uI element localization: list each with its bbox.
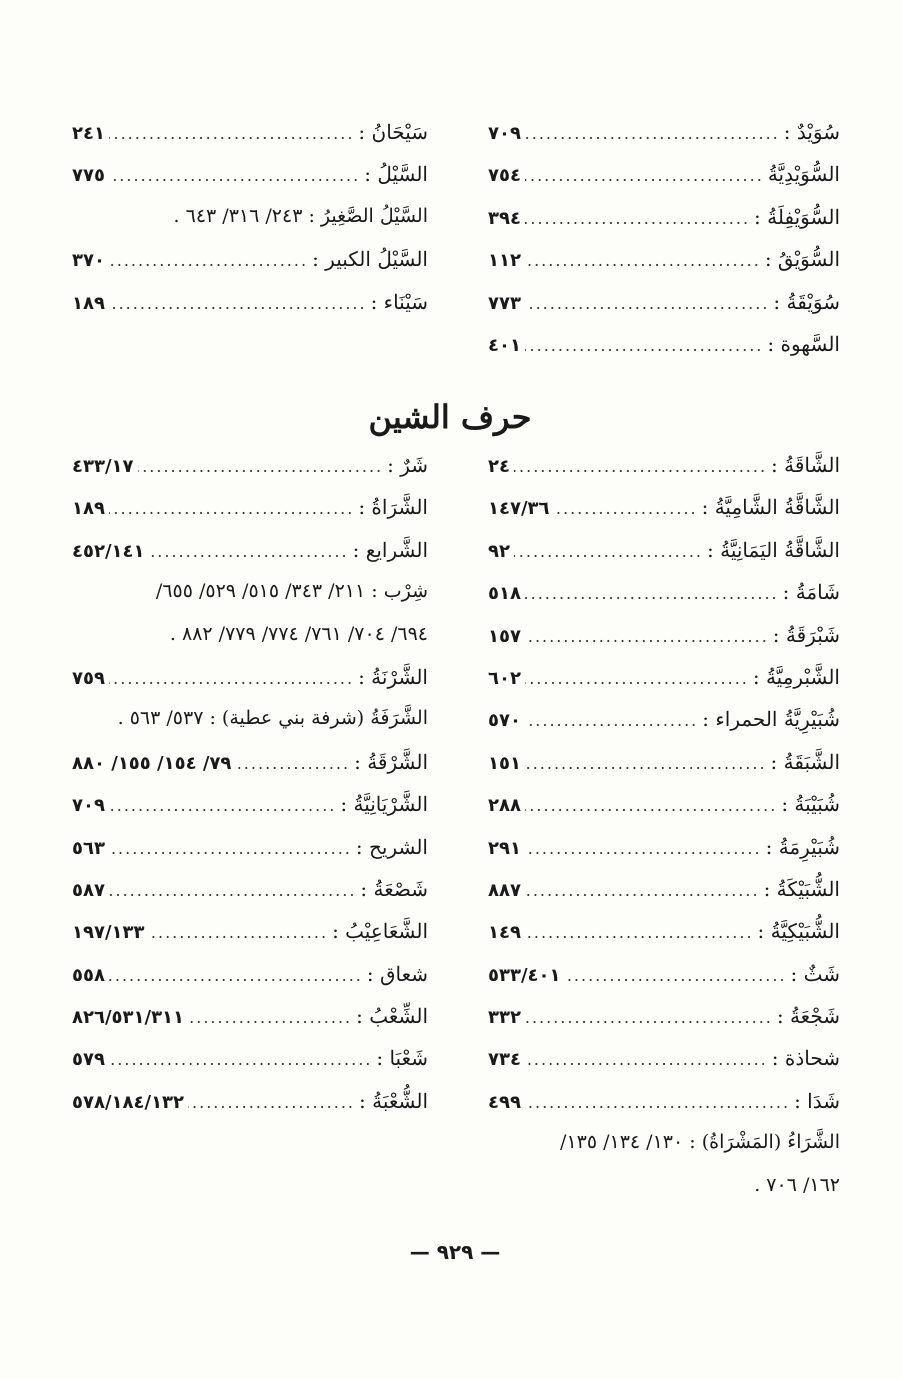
entry-name: السَّهوة :: [767, 331, 840, 356]
page-reference: ١٤٩: [488, 922, 521, 944]
entry-name: الشَّاقَّةُ الشَّامِيَّةُ :: [701, 495, 840, 520]
page-reference: ٥٧٨/١٨٤/١٣٢: [72, 1091, 185, 1113]
page-reference: ٢٤: [488, 456, 510, 477]
entry-name: سَيْنَاء :: [370, 289, 428, 314]
entry-name: الشُّبَيْكَةُ :: [763, 876, 840, 901]
entry-name: الشُّعْبَةُ :: [359, 1088, 428, 1113]
entry-name: شَجْعَةُ :: [776, 1004, 840, 1029]
entry-name: ١٦٢/ ٧٠٦ .: [754, 1173, 840, 1196]
leader-dots: [525, 124, 780, 143]
index-entry: [488, 162, 840, 204]
leader-dots: [109, 251, 308, 270]
page-reference: ٥٣٣/٤٠١: [488, 964, 561, 986]
leader-dots: [109, 124, 354, 143]
index-column-bottom-right: [488, 453, 840, 1216]
page-reference: ٣٩٤: [488, 207, 521, 229]
entry-name: شِرْب : ٢١١/ ٣٤٣/ ٥١٥/ ٥٢٩/ ٦٥٥/: [155, 580, 428, 603]
index-entry: [488, 623, 840, 665]
entry-name: شَرٌ :: [387, 453, 428, 477]
leader-dots: [138, 457, 384, 476]
index-entry: [72, 538, 428, 580]
index-entry: [488, 877, 840, 919]
leader-dots: [525, 1093, 790, 1112]
entry-name: الشَّرَاءُ (المَشْرَاةُ) : ١٣٠/ ١٣٤/ ١٣٥/: [560, 1131, 840, 1154]
section-heading: حرف الشين: [368, 398, 532, 436]
leader-dots: [525, 166, 764, 185]
leader-dots: [525, 669, 749, 688]
entry-name: الشَّاقَةُ :: [771, 453, 840, 477]
page-reference: ٣٣٢: [488, 1007, 521, 1029]
index-entry: [72, 665, 428, 707]
index-entry: [72, 792, 428, 834]
leader-dots: [525, 627, 769, 646]
index-entry: [72, 750, 428, 792]
leader-dots: [109, 1050, 372, 1069]
index-entry: [488, 580, 840, 622]
index-entry: [488, 962, 840, 1004]
entry-name: شُبَيْبَةُ :: [781, 792, 840, 817]
index-entry: [488, 247, 840, 289]
page-reference: ١٩٧/١٣٣: [72, 922, 145, 944]
leader-dots: [514, 542, 703, 561]
index-entry: [72, 247, 428, 289]
index-column-bottom-left: [72, 453, 428, 1131]
index-entry: [72, 290, 428, 332]
page-reference: ٥١٨: [488, 583, 521, 605]
page-reference: ١٨٩: [72, 498, 105, 520]
index-entry: [488, 205, 840, 247]
leader-dots: [235, 754, 350, 773]
index-entry: [72, 835, 428, 877]
index-entry: [488, 290, 840, 332]
leader-dots: [525, 1008, 773, 1027]
page-reference: ٢٨٨: [488, 795, 521, 817]
page-reference: ١١٢: [488, 250, 521, 272]
entry-name: الشَّبَقَةُ :: [770, 749, 840, 774]
index-entry: [72, 623, 428, 665]
page-reference: ٧٥٩: [72, 667, 105, 689]
leader-dots: [525, 584, 779, 603]
entry-name: سُوَيْدٌ :: [783, 120, 840, 144]
entry-name: السَّيْلُ :: [364, 162, 428, 187]
page-reference: ٢٩١: [488, 837, 521, 859]
entry-name: السَّيْلُ الكبير :: [312, 247, 428, 272]
entry-name: السُّوَيْفِلَةُ :: [754, 204, 840, 229]
page-number: — ٩٢٩ —: [409, 1240, 501, 1264]
index-entry: [72, 877, 428, 919]
entry-name: شَعْبَا :: [376, 1046, 428, 1071]
entry-name: الشَّرَاةُ :: [358, 495, 428, 520]
entry-name: شُبَيْرِيَّةُ الحمراء :: [702, 707, 840, 732]
leader-dots: [109, 669, 354, 688]
index-entry: [72, 205, 428, 247]
leader-dots: [525, 923, 754, 942]
index-entry: [488, 332, 840, 374]
index-entry: [488, 1046, 840, 1088]
entry-name: الشَّبْرمِيَّةُ :: [752, 664, 840, 689]
leader-dots: [149, 923, 329, 942]
page-reference: ٧٧٣: [488, 292, 521, 314]
index-entry: [488, 665, 840, 707]
page-reference: ٥٥٨: [72, 964, 105, 986]
page-reference: ٥٧٠: [488, 710, 521, 732]
entry-name: السُّوَيْقُ :: [764, 247, 840, 272]
index-entry: [72, 453, 428, 495]
entry-name: الشَّرْقَةُ :: [354, 749, 428, 774]
page-reference: ٩٢: [488, 540, 510, 562]
page-reference: ٤٣٣/١٧: [72, 456, 134, 477]
page-reference: ٣٧٠: [72, 250, 105, 272]
leader-dots: [109, 294, 367, 313]
entry-name: شُبَيْرِمَةُ :: [765, 834, 840, 859]
leader-dots: [525, 754, 767, 773]
entry-name: الشِّعْبُ :: [356, 1004, 428, 1029]
index-entry: [72, 1089, 428, 1131]
index-entry: [72, 1004, 428, 1046]
leader-dots: [565, 966, 787, 985]
entry-name: شحاذة :: [771, 1046, 840, 1071]
index-entry: [488, 120, 840, 162]
entry-name: ٦٩٤/ ٧٠٤/ ٧٦١/ ٧٧٤/ ٧٧٩/ ٨٨٢ .: [169, 622, 428, 645]
page-reference: ٨٨٧: [488, 879, 521, 901]
index-column-top-left: [72, 120, 428, 332]
page-reference: ١٥٧: [488, 625, 521, 647]
leader-dots: [149, 542, 349, 561]
page-reference: ٨٢٦/٥٣١/٣١١: [72, 1007, 185, 1029]
leader-dots: [525, 336, 763, 355]
page-reference: ٤٥٢/١٤١: [72, 540, 145, 562]
page-reference: ١٥١: [488, 752, 521, 774]
leader-dots: [554, 499, 698, 518]
leader-dots: [525, 881, 760, 900]
index-entry: [488, 453, 840, 495]
leader-dots: [188, 1093, 355, 1112]
page-reference: ٤٠١: [488, 334, 521, 356]
leader-dots: [525, 251, 761, 270]
index-entry: [488, 1174, 840, 1216]
page-reference: ٤٩٩: [488, 1091, 521, 1113]
entry-name: الشَّعَاعِيْبُ :: [332, 919, 428, 944]
index-entry: [72, 120, 428, 162]
index-entry: [488, 707, 840, 749]
leader-dots: [109, 166, 360, 185]
page-reference: ٦٠٢: [488, 667, 521, 689]
leader-dots: [525, 839, 762, 858]
entry-name: الشَّرايع :: [352, 537, 428, 562]
index-entry: [72, 162, 428, 204]
entry-name: شعاق :: [366, 961, 428, 986]
entry-name: الشَّرْيَانِيَّةُ :: [340, 792, 428, 817]
page-reference: ٧٠٩: [488, 123, 521, 144]
index-entry: [488, 750, 840, 792]
entry-name: سُوَيْقَةُ :: [773, 289, 840, 314]
entry-name: السَّيْلُ الصَّغِيرُ : ٢٤٣/ ٣١٦/ ٦٤٣ .: [173, 204, 428, 227]
entry-name: الشَّرْنَةُ :: [358, 664, 428, 689]
index-entry: [72, 495, 428, 537]
index-entry: [488, 792, 840, 834]
leader-dots: [109, 796, 336, 815]
index-entry: [488, 1089, 840, 1131]
leader-dots: [525, 1050, 768, 1069]
leader-dots: [525, 294, 769, 313]
leader-dots: [109, 839, 352, 858]
leader-dots: [109, 966, 363, 985]
index-column-top-right: [488, 120, 840, 374]
entry-name: شَثٌ :: [790, 961, 840, 986]
page-reference: ٥٧٩: [72, 1049, 105, 1071]
entry-name: الشُّبَيْكِيَّةُ :: [757, 919, 840, 944]
index-entry: [488, 835, 840, 877]
page-reference: ١٨٩: [72, 292, 105, 314]
page-reference: ١٤٧/٣٦: [488, 498, 550, 520]
index-entry: [72, 919, 428, 961]
index-entry: [488, 538, 840, 580]
entry-name: الشَّاقَّةُ اليَمَانِيَّةُ :: [707, 537, 840, 562]
page-reference: ٧٩/ ١٥٤/ ١٥٥/ ٨٨٠: [72, 752, 232, 774]
page-reference: ٧٥٤: [488, 165, 521, 187]
page-reference: ٥٦٣: [72, 837, 105, 859]
index-entry: [488, 1004, 840, 1046]
entry-name: السُّوَيْدِيَّةُ: [767, 162, 840, 187]
entry-name: سَيْحَانُ :: [358, 120, 428, 144]
leader-dots: [109, 881, 356, 900]
index-entry: [488, 495, 840, 537]
entry-name: شَامَةُ :: [782, 580, 840, 605]
entry-name: الشريح :: [355, 834, 428, 859]
entry-name: الشَّرَفَةُ (شرفة بني عطية) : ٥٣٧/ ٥٦٣ .: [117, 707, 428, 730]
index-entry: [72, 707, 428, 749]
index-entry: [488, 919, 840, 961]
index-entry: [72, 1046, 428, 1088]
leader-dots: [514, 457, 767, 476]
index-entry: [488, 1131, 840, 1173]
leader-dots: [109, 499, 354, 518]
page-reference: ٥٨٧: [72, 879, 105, 901]
entry-name: شَصْعَةُ :: [360, 876, 428, 901]
page-reference: ٧٠٩: [72, 795, 105, 817]
entry-name: شَبْرَقَةُ :: [772, 622, 840, 647]
page-reference: ٧٧٥: [72, 165, 105, 187]
page-reference: ٢٤١: [72, 123, 105, 144]
entry-name: شَدَا :: [794, 1088, 840, 1113]
leader-dots: [525, 711, 698, 730]
page-reference: ٧٣٤: [488, 1049, 521, 1071]
index-entry: [72, 580, 428, 622]
leader-dots: [525, 796, 777, 815]
leader-dots: [188, 1008, 352, 1027]
index-entry: [72, 962, 428, 1004]
leader-dots: [525, 209, 750, 228]
